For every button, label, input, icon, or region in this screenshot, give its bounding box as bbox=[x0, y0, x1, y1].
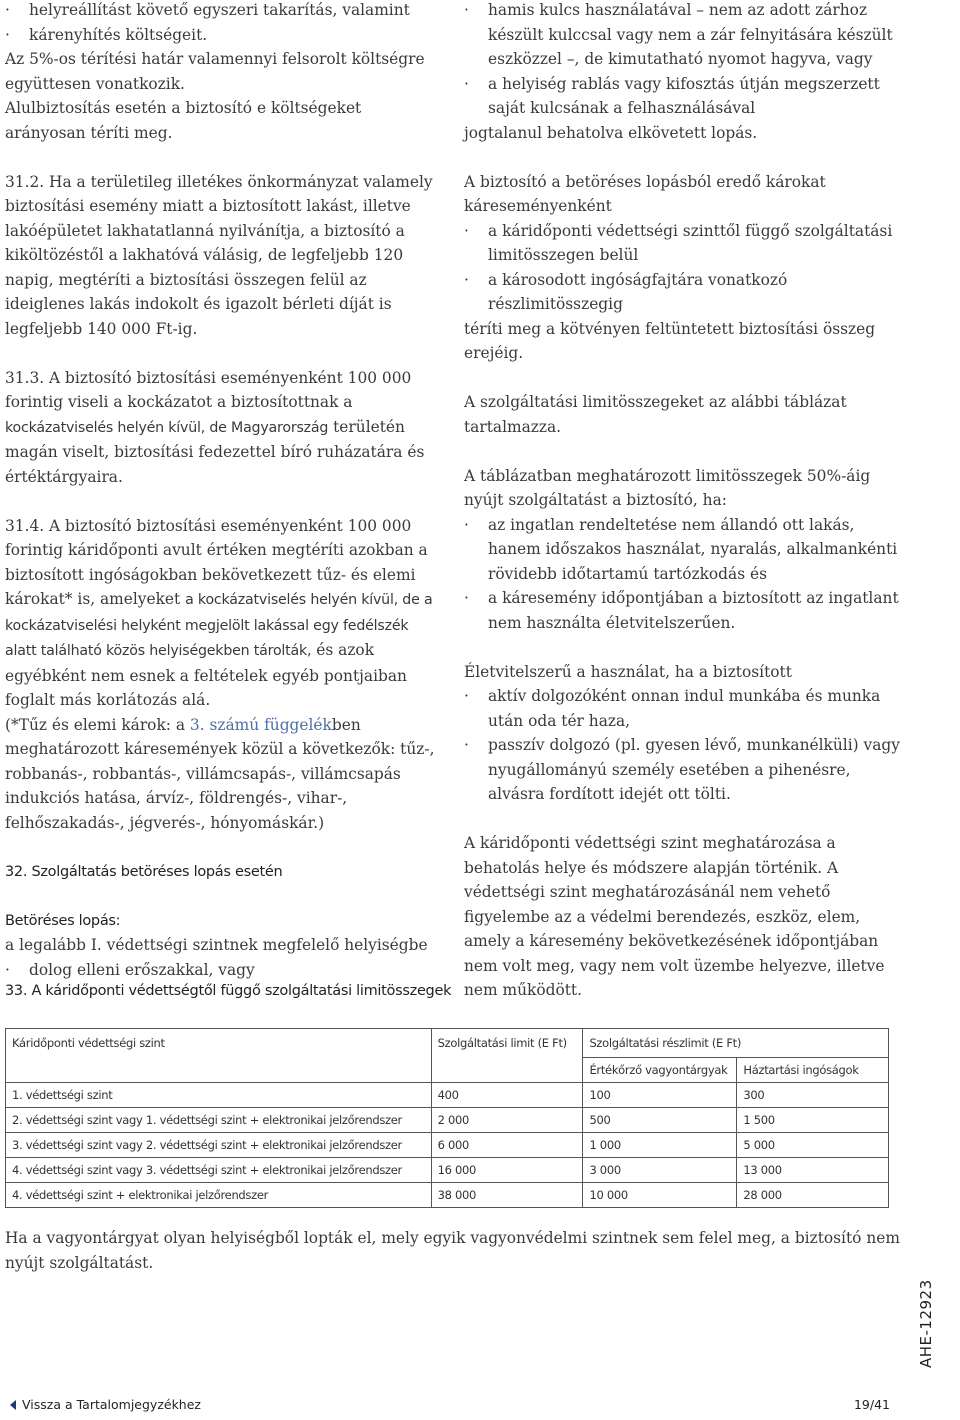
triangle-left-icon bbox=[10, 1400, 16, 1410]
section-33-heading: 33. A káridőponti védettségtől függő szolgáltatási limitösszegek bbox=[5, 983, 452, 999]
closing-note: Ha a vagyontárgyat olyan helyiségből lopták el, mely egyik vagyonvédelmi szintnek sem felel meg, a biztosító nem nyújt szolgáltatást. bbox=[5, 1229, 900, 1272]
header-sublimit: Szolgáltatási részlimit (E Ft) bbox=[583, 1029, 889, 1058]
paragraph: A szolgáltatási limitösszegeket az alábbi táblázat tartalmazza. bbox=[464, 393, 847, 436]
table-row: 4. védettségi szint vagy 3. védettségi szint + elektronikai jelzőrendszer 16 000 3 000 13 000 bbox=[6, 1158, 889, 1183]
appendix-3-link[interactable]: 3. számú függelék bbox=[189, 715, 332, 734]
header-sublimit-household: Háztartási ingóságok bbox=[737, 1058, 889, 1083]
section-32-heading: 32. Szolgáltatás betöréses lopás esetén bbox=[5, 863, 283, 880]
limits-table bbox=[5, 1028, 889, 1208]
list-item: · hamis kulcs használatával – nem az adott zárhoz készült kulccsal vagy nem a zár felnyitására készült eszközzel –, de kimutatható nyomot hagyva, vagy bbox=[464, 0, 904, 72]
table-header-row bbox=[6, 1029, 889, 1058]
paragraph: Alulbiztosítás esetén a biztosító e költségeket arányosan téríti meg. bbox=[5, 99, 362, 142]
list-item: · aktív dolgozóként onnan indul munkába és munka után oda tér haza, bbox=[464, 684, 904, 733]
back-to-contents-label: Vissza a Tartalomjegyzékhez bbox=[22, 1397, 201, 1412]
table-row: 2. védettségi szint vagy 1. védettségi szint + elektronikai jelzőrendszer 2 000 500 1 500 bbox=[6, 1108, 889, 1133]
back-to-contents-link[interactable] bbox=[10, 1397, 201, 1412]
list-item: · a káresemény időpontjában a biztosított az ingatlant nem használta életvitelszerűen. bbox=[464, 586, 904, 635]
table-row: 1. védettségi szint 400 100 300 bbox=[6, 1083, 889, 1108]
footnote-fire-damage: (*Tűz és elemi károk: a 3. számú függelékben meghatározott káresemények közül a következők: tűz-, robbanás-, robbantás-, villámcsapás-, villámcsapás indukciós hatása, árvíz-, földrengés-, vihar-, felhőszakadás-, jégverés-, hónyomáskár.) bbox=[5, 715, 435, 832]
list-item: · a károsodott ingóságfajtára vonatkozó részlimitösszegig bbox=[464, 268, 904, 317]
list-item: · helyreállítást követő egyszeri takarítás, valamint bbox=[5, 0, 435, 23]
section-31-2: 31.2. Ha a területileg illetékes önkormányzat valamely biztosítási esemény miatt a biztosított lakást, illetve lakóépületet lakhatatlanná nyilvánítja, a biztosító a kiköltözéstől a lakhatóvá válásig, de legfeljebb 120 napig, megtéríti a biztosítási összegen felül az ideiglenes lakás indokolt és igazolt bérleti díját is legfeljebb 140 000 Ft-ig. bbox=[5, 172, 433, 338]
list-item: · a káridőponti védettségi szinttől függő szolgáltatási limitösszegen belül bbox=[464, 219, 904, 268]
list-item: · a helyiség rablás vagy kifosztás útján megszerzett saját kulcsának a felhasználásával bbox=[464, 72, 904, 121]
table-row: 4. védettségi szint + elektronikai jelzőrendszer 38 000 10 000 28 000 bbox=[6, 1183, 889, 1208]
paragraph: jogtalanul behatolva elkövetett lopás. bbox=[464, 123, 758, 142]
paragraph: A táblázatban meghatározott limitösszegek 50%-áig nyújt szolgáltatást a biztosító, ha: bbox=[464, 466, 871, 509]
header-limit: Szolgáltatási limit (E Ft) bbox=[431, 1029, 583, 1083]
emphasis-text: kockázatviselés helyén kívül, de Magyarország bbox=[5, 419, 329, 436]
list-item: · dolog elleni erőszakkal, vagy bbox=[5, 958, 435, 983]
list-item: · passzív dolgozó (pl. gyesen lévő, munkanélküli) vagy nyugállományú személy esetében a pihenésre, alvásra fordított idejét ott tölti. bbox=[464, 733, 904, 807]
header-sublimit-valuables: Értékőrző vagyontárgyak bbox=[583, 1058, 737, 1083]
list-item: · az ingatlan rendeltetése nem állandó ott lakás, hanem időszakos használat, nyaralás, alkalmankénti rövidebb időtartamú tartózkodás és bbox=[464, 513, 904, 587]
paragraph: A biztosító a betöréses lopásból eredő károkat káreseményenként bbox=[464, 172, 826, 215]
left-column bbox=[5, 0, 435, 982]
header-level: Káridőponti védettségi szint bbox=[6, 1029, 432, 1083]
section-31-3: 31.3. A biztosító biztosítási eseményenként 100 000 forintig viseli a kockázatot a biztosítottnak a kockázatviselés helyén kívül, de Magyarország területén magán viselt, biztosítási fedezettel bíró ruházatára és értéktárgyaira. bbox=[5, 368, 425, 486]
right-column bbox=[464, 0, 904, 1027]
burglary-label: Betöréses lopás: bbox=[5, 912, 121, 929]
paragraph: téríti meg a kötvényen feltüntetett biztosítási összeg erejéig. bbox=[464, 319, 876, 362]
paragraph: Az 5%-os térítési határ valamennyi felsorolt költségre együttesen vonatkozik. bbox=[5, 50, 425, 93]
table-row: 3. védettségi szint vagy 2. védettségi szint + elektronikai jelzőrendszer 6 000 1 000 5 000 bbox=[6, 1133, 889, 1158]
paragraph: A káridőponti védettségi szint meghatározása a behatolás helye és módszere alapján történik. A védettségi szint meghatározásánál nem vehető figyelembe az a védelmi berendezés, eszköz, elem, amely a káresemény bekövetkezésének időpontjában nem volt meg, vagy nem volt üzembe helyezve, illetve nem működött. bbox=[464, 834, 885, 999]
paragraph: a legalább I. védettségi szintnek megfelelő helyiségbe bbox=[5, 936, 428, 954]
section-31-4: 31.4. A biztosító biztosítási eseményenként 100 000 forintig káridőponti avult értéken megtéríti azokban a biztosított ingóságokban bekövetkezett tűz- és elemi károkat* is, amelyeket a kockázatviselés helyén kívül, de a kockázatviselési helyként megjelölt lakással egy fedélszék alatt található közös helyiségekben tárolták, és azok egyébként nem esnek a feltételek egyéb pontjaiban foglalt más korlátozás alá. bbox=[5, 516, 433, 709]
document-code: AHE-12923 bbox=[917, 1279, 935, 1368]
page-number: 19/41 bbox=[853, 1397, 890, 1412]
paragraph: Életvitelszerű a használat, ha a biztosított bbox=[464, 662, 792, 681]
list-item: · kárenyhítés költségeit. bbox=[5, 23, 435, 48]
emphasis-text: a kockázatviselés helyén kívül, de a kockázatviselési helyként megjelölt lakással egy fedélszék alatt található közös helyiségekben tárolták, bbox=[5, 592, 433, 659]
